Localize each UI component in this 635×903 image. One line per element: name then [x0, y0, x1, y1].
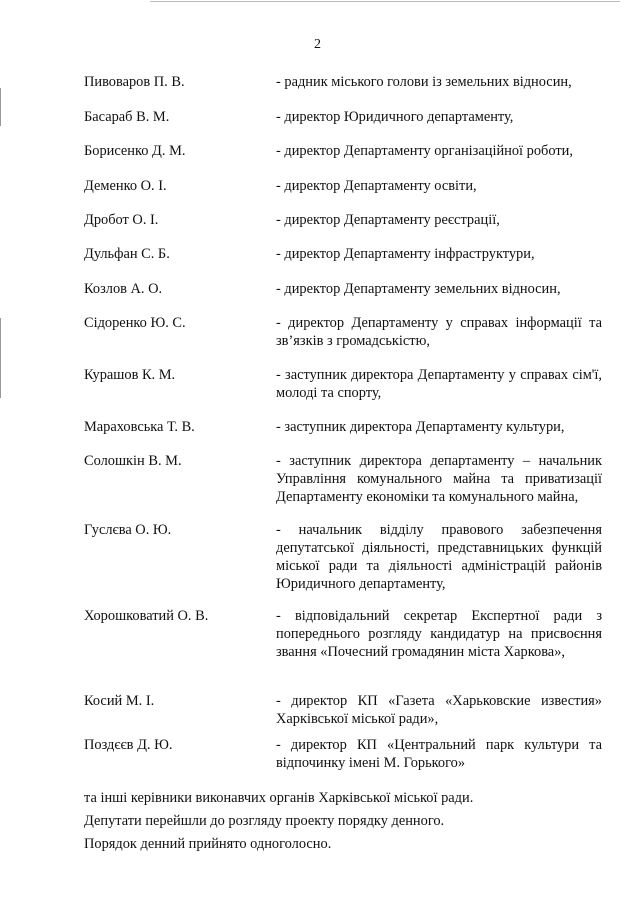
closing-paragraph: Порядок денний прийнято одноголосно. [84, 836, 332, 852]
attendee-name: Дульфан С. Б. [84, 246, 170, 262]
attendee-role: - директор Юридичного департаменту, [276, 109, 514, 125]
attendee-role: - директор Департаменту земельних відносин, [276, 281, 561, 297]
attendee-name: Гуслєва О. Ю. [84, 522, 172, 538]
scan-top-edge [150, 1, 620, 2]
attendee-role: - відповідальний секретар Експертної ради з попереднього розгляду кандидатур на присвоєння звання «Почесний громадянин міста Харкова», [276, 608, 602, 660]
attendee-name: Козлов А. О. [84, 281, 163, 297]
attendee-role: - заступник директора департаменту – начальник Управління комунального майна та приватизації Департаменту економіки та комунального майна, [276, 453, 602, 505]
attendee-name: Борисенко Д. М. [84, 143, 186, 159]
attendee-role: - радник міського голови із земельних відносин, [276, 74, 572, 90]
attendee-role: - директор Департаменту реєстрації, [276, 212, 500, 228]
attendee-role: - директор Департаменту у справах інформації та зв’язків з громадськістю, [276, 315, 602, 349]
attendee-role: - директор Департаменту інфраструктури, [276, 246, 535, 262]
attendee-name: Курашов К. М. [84, 367, 176, 383]
attendee-role: - заступник директора Департаменту культури, [276, 419, 565, 435]
attendee-name: Пивоваров П. В. [84, 74, 185, 90]
closing-paragraph: та інші керівники виконавчих органів Харківської міської ради. [84, 790, 474, 806]
attendee-role: - заступник директора Департаменту у справах сім'ї, молоді та спорту, [276, 367, 602, 401]
attendee-role: - директор Департаменту організаційної роботи, [276, 143, 573, 159]
attendee-role: - начальник відділу правового забезпечення депутатської діяльності, представницьких функцій міської ради та діяльності адміністрацій районів Юридичного департаменту, [276, 522, 602, 592]
attendee-name: Солошкін В. М. [84, 453, 182, 469]
scan-margin-mark [0, 318, 1, 398]
attendee-name: Дробот О. І. [84, 212, 159, 228]
attendee-name: Поздєєв Д. Ю. [84, 737, 173, 753]
attendee-name: Басараб В. М. [84, 109, 170, 125]
attendee-name: Косий М. І. [84, 693, 155, 709]
attendee-role: - директор КП «Центральний парк культури та відпочинку імені М. Горького» [276, 737, 602, 771]
attendee-role: - директор КП «Газета «Харьковские известия» Харківської міської ради», [276, 693, 602, 727]
closing-paragraph: Депутати перейшли до розгляду проекту порядку денного. [84, 813, 445, 829]
attendee-role: - директор Департаменту освіти, [276, 178, 477, 194]
page-number: 2 [314, 37, 321, 52]
attendee-name: Хорошковатий О. В. [84, 608, 209, 624]
attendee-name: Мараховська Т. В. [84, 419, 195, 435]
attendee-name: Сідоренко Ю. С. [84, 315, 186, 331]
attendee-name: Деменко О. І. [84, 178, 167, 194]
scan-margin-mark [0, 88, 1, 126]
